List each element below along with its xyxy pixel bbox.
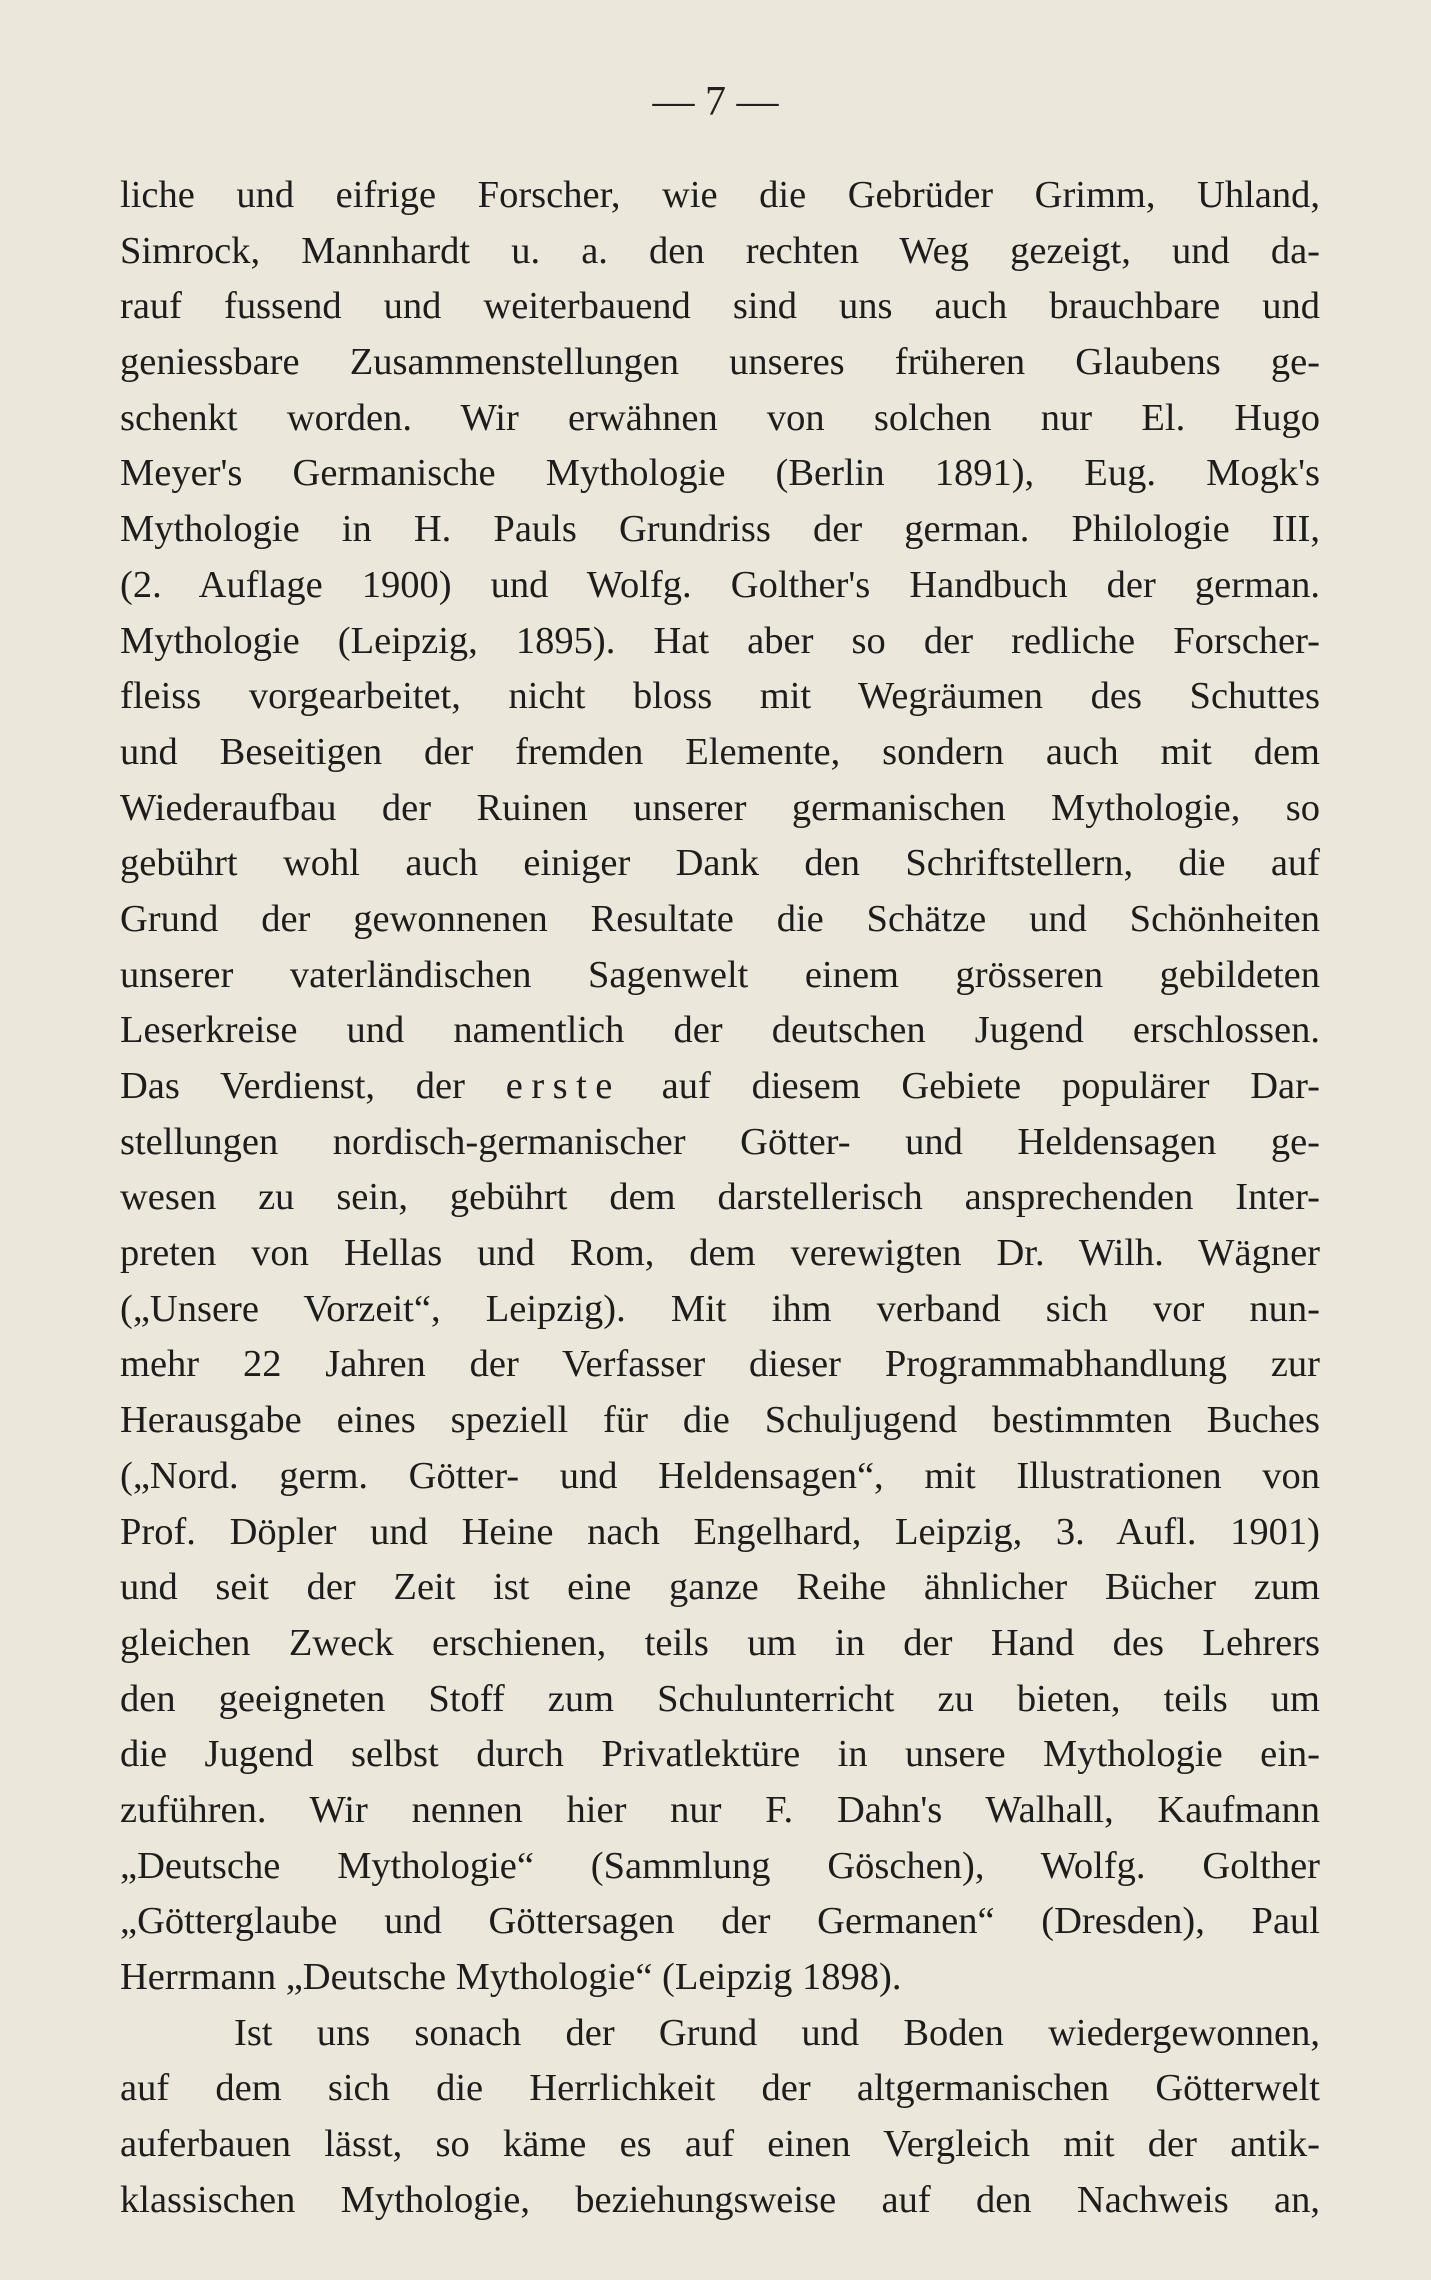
text-line: die Jugend selbst durch Privatlektüre in unsere Mythologie ein- [120, 1733, 1320, 1776]
page-number: — 7 — [652, 79, 779, 125]
text-line: wesen zu sein, gebührt dem darstellerisch ansprechenden Inter- [120, 1176, 1320, 1219]
text-line: fleiss vorgearbeitet, nicht bloss mit Wegräumen des Schuttes [120, 675, 1320, 718]
text-segment: Das Verdienst, der [120, 1065, 506, 1107]
paragraph-start-line: Ist uns sonach der Grund und Boden wiedergewonnen, [234, 2011, 1320, 2054]
spaced-emphasis: erste [505, 1065, 621, 1107]
text-line: rauf fussend und weiterbauend sind uns auch brauchbare und [120, 285, 1320, 328]
body-text [120, 168, 1320, 2228]
text-segment: auf diesem Gebiete populärer Dar- [620, 1065, 1320, 1107]
text-line: Herausgabe eines speziell für die Schuljugend bestimmten Buches [120, 1399, 1320, 1442]
text-line: („Nord. germ. Götter- und Heldensagen“, mit Illustrationen von [120, 1454, 1320, 1497]
text-line: preten von Hellas und Rom, dem verewigten Dr. Wilh. Wägner [120, 1232, 1320, 1275]
text-line: schenkt worden. Wir erwähnen von solchen nur El. Hugo [120, 396, 1320, 439]
text-line: Wiederaufbau der Ruinen unserer germanischen Mythologie, so [120, 786, 1320, 829]
text-line: Grund der gewonnenen Resultate die Schätze und Schönheiten [120, 897, 1320, 940]
text-line: „Götterglaube und Göttersagen der Germanen“ (Dresden), Paul [120, 1900, 1320, 1943]
text-line: klassischen Mythologie, beziehungsweise auf den Nachweis an, [120, 2178, 1320, 2221]
paragraph-end-line: Herrmann „Deutsche Mythologie“ (Leipzig 1898). [120, 1956, 902, 1998]
text-line: auferbauen lässt, so käme es auf einen Vergleich mit der antik- [120, 2123, 1320, 2166]
text-line: „Deutsche Mythologie“ (Sammlung Göschen), Wolfg. Golther [120, 1844, 1320, 1887]
text-line: gleichen Zweck erschienen, teils um in der Hand des Lehrers [120, 1621, 1320, 1664]
text-line: geniessbare Zusammenstellungen unseres früheren Glaubens ge- [120, 341, 1320, 384]
text-line: unserer vaterländischen Sagenwelt einem grösseren gebildeten [120, 953, 1320, 996]
text-line: zuführen. Wir nennen hier nur F. Dahn's Walhall, Kaufmann [120, 1788, 1320, 1831]
text-line: („Unsere Vorzeit“, Leipzig). Mit ihm verband sich vor nun- [120, 1287, 1320, 1330]
text-line-with-emphasis [120, 1059, 1320, 1115]
text-line: liche und eifrige Forscher, wie die Gebrüder Grimm, Uhland, [120, 174, 1320, 216]
text-line: Mythologie in H. Pauls Grundriss der german. Philologie III, [120, 508, 1320, 551]
text-line: stellungen nordisch-germanischer Götter- und Heldensagen ge- [120, 1120, 1320, 1163]
text-line: und seit der Zeit ist eine ganze Reihe ähnlicher Bücher zum [120, 1566, 1320, 1609]
text-line: Mythologie (Leipzig, 1895). Hat aber so der redliche Forscher- [120, 619, 1320, 662]
text-line: Simrock, Mannhardt u. a. den rechten Weg gezeigt, und da- [120, 229, 1320, 272]
text-line: den geeigneten Stoff zum Schulunterricht zu bieten, teils um [120, 1677, 1320, 1720]
text-line: Leserkreise und namentlich der deutschen Jugend erschlossen. [120, 1009, 1320, 1052]
text-line: auf dem sich die Herrlichkeit der altgermanischen Götterwelt [120, 2067, 1320, 2110]
text-line: Prof. Döpler und Heine nach Engelhard, Leipzig, 3. Aufl. 1901) [120, 1510, 1320, 1553]
text-line: Meyer's Germanische Mythologie (Berlin 1891), Eug. Mogk's [120, 452, 1320, 495]
text-line: mehr 22 Jahren der Verfasser dieser Programmabhandlung zur [120, 1343, 1320, 1386]
text-line: gebührt wohl auch einiger Dank den Schriftstellern, die auf [120, 842, 1320, 885]
text-line: und Beseitigen der fremden Elemente, sondern auch mit dem [120, 730, 1320, 773]
text-line: (2. Auflage 1900) und Wolfg. Golther's Handbuch der german. [120, 563, 1320, 606]
